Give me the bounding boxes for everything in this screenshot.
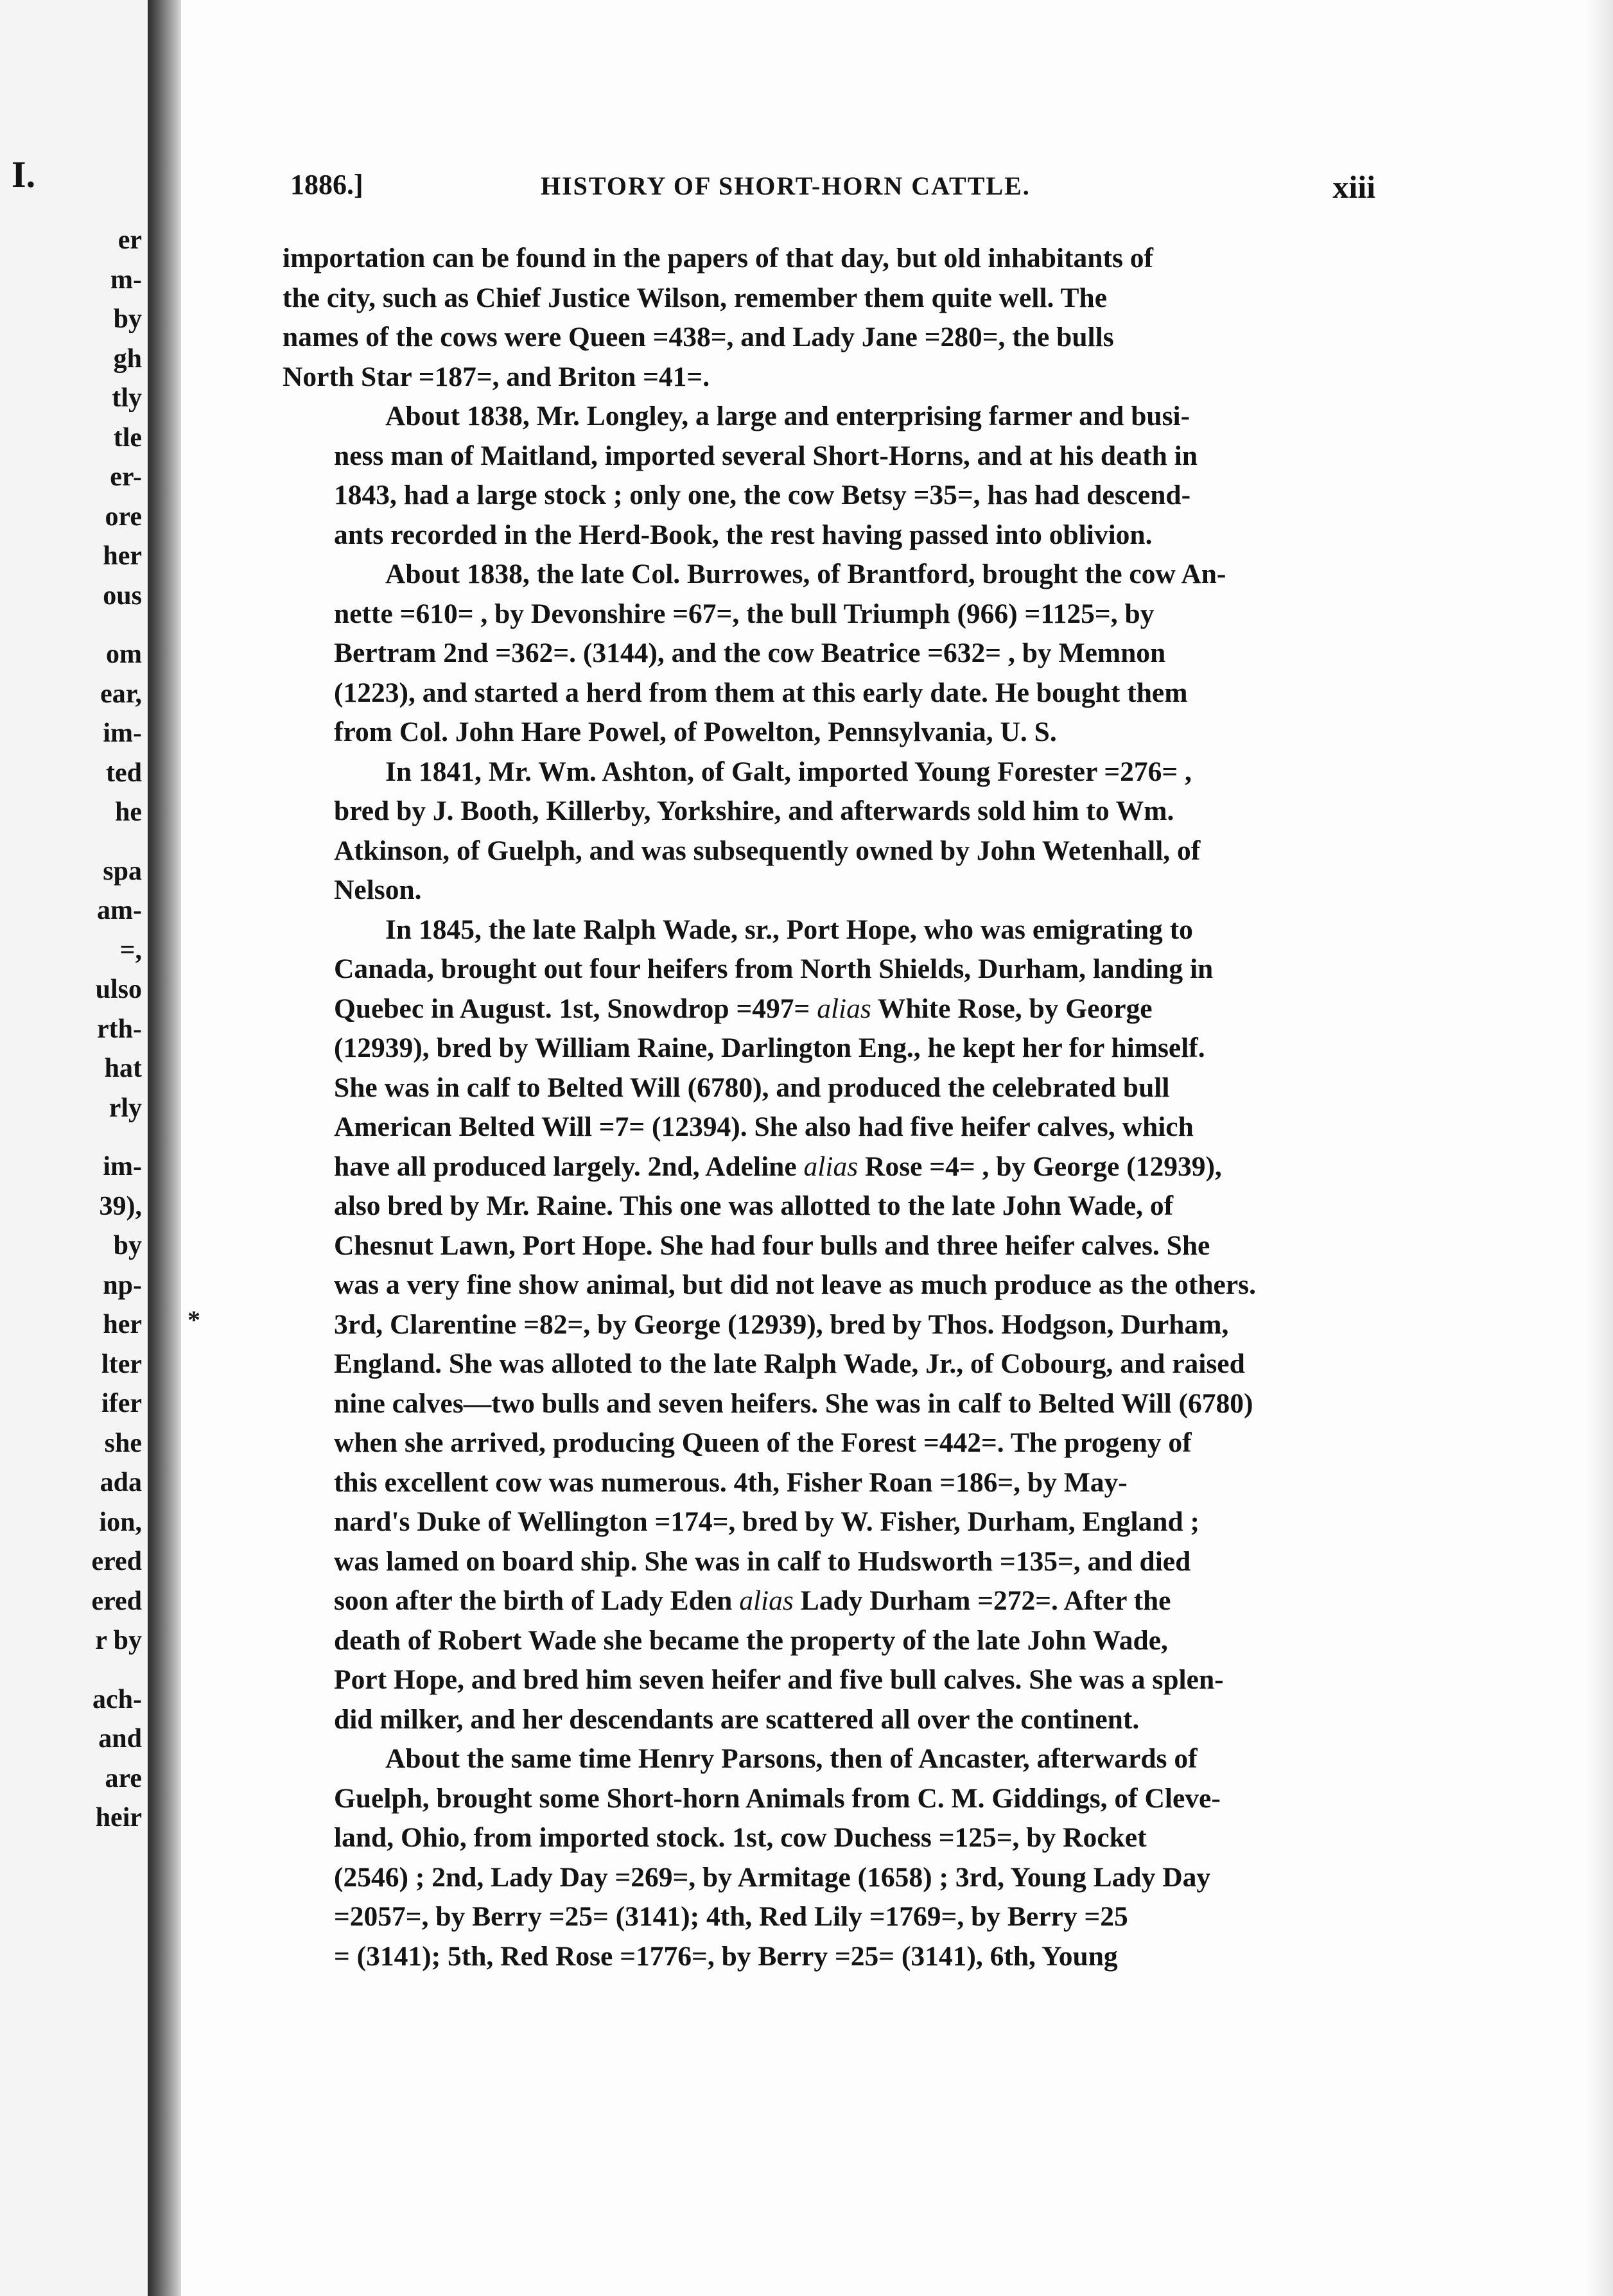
text-line: was a very fine show animal, but did not leave as much produce as the others. bbox=[334, 1269, 1256, 1300]
left-page-fragment: rth- bbox=[97, 1014, 142, 1044]
text-line: Port Hope, and bred him seven heifer and five bull calves. She was a splen- bbox=[334, 1664, 1224, 1695]
left-page-fragment: by bbox=[113, 1231, 142, 1260]
left-page-fragment: heir bbox=[95, 1803, 142, 1832]
text-line: In 1845, the late Ralph Wade, sr., Port Hope, who was emigrating to bbox=[385, 914, 1193, 945]
text-line: Nelson. bbox=[334, 874, 422, 905]
left-page-fragment: rly bbox=[109, 1093, 142, 1123]
left-page-fragment: lter bbox=[101, 1349, 142, 1379]
text-line: bred by J. Booth, Killerby, Yorkshire, and afterwards sold him to Wm. bbox=[334, 796, 1174, 826]
left-page-fragment: gh bbox=[113, 344, 142, 374]
running-header bbox=[290, 168, 1375, 213]
paragraph bbox=[283, 397, 1374, 555]
left-page-fragment: im- bbox=[103, 718, 142, 748]
left-page-fragment: he bbox=[115, 797, 142, 827]
left-page-fragment: er- bbox=[110, 462, 142, 492]
left-page-fragment: ach- bbox=[92, 1684, 142, 1714]
left-page-fragment: er bbox=[118, 225, 142, 255]
left-page-volume-mark: I. bbox=[12, 153, 36, 195]
text-line: American Belted Will =7= (12394). She also had five heifer calves, which bbox=[334, 1111, 1194, 1142]
text-line: 3rd, Clarentine =82=, by George (12939), bred by Thos. Hodgson, Durham, bbox=[334, 1309, 1229, 1340]
text-line: Canada, brought out four heifers from North Shields, Durham, landing in bbox=[334, 953, 1214, 984]
margin-mark: * bbox=[187, 1305, 200, 1334]
left-page-fragment: her bbox=[103, 541, 142, 571]
text-line: Chesnut Lawn, Port Hope. She had four bulls and three heifer calves. She bbox=[334, 1230, 1210, 1261]
text-line: North Star =187=, and Briton =41=. bbox=[283, 361, 710, 392]
text-line: was lamed on board ship. She was in calf to Hudsworth =135=, and died bbox=[334, 1545, 1191, 1577]
left-page-fragment: ear, bbox=[100, 679, 142, 709]
paragraph bbox=[283, 239, 1374, 397]
text-line: land, Ohio, from imported stock. 1st, cow Duchess =125=, by Rocket bbox=[334, 1822, 1147, 1853]
left-page-fragment: ion, bbox=[99, 1507, 142, 1537]
left-page-fragment: am- bbox=[97, 896, 142, 925]
text-line: = (3141); 5th, Red Rose =1776=, by Berry =25= (3141), 6th, Young bbox=[334, 1940, 1118, 1972]
header-page-number: xiii bbox=[1332, 169, 1375, 205]
left-page-fragment: om bbox=[106, 639, 142, 669]
text-line: nard's Duke of Wellington =174=, bred by W. Fisher, Durham, England ; bbox=[334, 1506, 1200, 1537]
text-line: names of the cows were Queen =438=, and Lady Jane =280=, the bulls bbox=[283, 322, 1114, 352]
left-page-fragment: ted bbox=[106, 758, 142, 788]
left-page-fragment: are bbox=[105, 1763, 142, 1793]
left-page-fragment: 39), bbox=[99, 1191, 142, 1221]
text-line: (1223), and started a herd from them at this early date. He bought them bbox=[334, 677, 1188, 708]
left-page-fragment: ered bbox=[91, 1586, 142, 1616]
page-edge-shadow bbox=[1586, 0, 1613, 2296]
text-line: have all produced largely. 2nd, Adeline alias Rose =4= , by George (12939), bbox=[334, 1151, 1222, 1182]
left-page-fragment: np- bbox=[103, 1270, 142, 1300]
left-page-fragment: tly bbox=[112, 383, 142, 413]
text-line: (12939), bred by William Raine, Darlington Eng., he kept her for himself. bbox=[334, 1032, 1205, 1063]
left-page-fragment: ifer bbox=[101, 1389, 142, 1418]
text-line: Guelph, brought some Short-horn Animals from C. M. Giddings, of Cleve- bbox=[334, 1782, 1221, 1814]
paragraph bbox=[283, 910, 1374, 1740]
left-page-fragment: and bbox=[98, 1724, 142, 1753]
text-line: ness man of Maitland, imported several Short-Horns, and at his death in bbox=[334, 440, 1198, 471]
text-line: About the same time Henry Parsons, then of Ancaster, afterwards of bbox=[385, 1743, 1198, 1774]
header-title: HISTORY OF SHORT-HORN CATTLE. bbox=[541, 171, 1031, 200]
text-line: =2057=, by Berry =25= (3141); 4th, Red Lily =1769=, by Berry =25 bbox=[334, 1901, 1128, 1932]
text-line: did milker, and her descendants are scattered all over the continent. bbox=[334, 1703, 1140, 1735]
text-line: when she arrived, producing Queen of the Forest =442=. The progeny of bbox=[334, 1427, 1192, 1458]
left-page-fragment: her bbox=[103, 1310, 142, 1339]
left-page-fragment: im- bbox=[103, 1152, 142, 1181]
text-line: Atkinson, of Guelph, and was subsequently owned by John Wetenhall, of bbox=[334, 835, 1201, 866]
text-line: Quebec in August. 1st, Snowdrop =497= alias White Rose, by George bbox=[334, 993, 1153, 1024]
text-line: About 1838, the late Col. Burrowes, of Brantford, brought the cow An- bbox=[385, 559, 1226, 589]
text-line: the city, such as Chief Justice Wilson, remember them quite well. The bbox=[283, 282, 1108, 313]
text-line: Bertram 2nd =362=. (3144), and the cow Beatrice =632= , by Memnon bbox=[334, 638, 1166, 668]
body-text bbox=[283, 239, 1374, 1976]
header-year: 1886.] bbox=[290, 169, 363, 200]
text-line: death of Robert Wade she became the property of the late John Wade, bbox=[334, 1624, 1168, 1656]
left-page-fragment: she bbox=[104, 1428, 142, 1458]
text-line: also bred by Mr. Raine. This one was allotted to the late John Wade, of bbox=[334, 1190, 1174, 1221]
text-line: this excellent cow was numerous. 4th, Fisher Roan =186=, by May- bbox=[334, 1466, 1128, 1498]
left-page-fragment: by bbox=[113, 304, 142, 334]
left-page-fragment: m- bbox=[110, 265, 142, 295]
left-page-fragment: tle bbox=[113, 422, 142, 453]
text-line: ants recorded in the Herd-Book, the rest having passed into oblivion. bbox=[334, 519, 1153, 550]
text-line: England. She was alloted to the late Ralph Wade, Jr., of Cobourg, and raised bbox=[334, 1348, 1245, 1379]
left-page-fragment: =, bbox=[119, 935, 142, 965]
left-page-fragment: ered bbox=[91, 1547, 142, 1576]
left-page-fragment: ada bbox=[100, 1468, 142, 1497]
left-page-fragment: hat bbox=[104, 1054, 142, 1083]
text-line: importation can be found in the papers of that day, but old inhabitants of bbox=[283, 243, 1153, 274]
paragraph bbox=[283, 555, 1374, 752]
left-page-fragment: spa bbox=[103, 856, 142, 886]
text-line: 1843, had a large stock ; only one, the cow Betsy =35=, has had descend- bbox=[334, 480, 1191, 510]
book-gutter bbox=[148, 0, 181, 2296]
left-facing-page bbox=[0, 0, 148, 2296]
paragraph bbox=[283, 752, 1374, 910]
text-line: She was in calf to Belted Will (6780), and produced the celebrated bull bbox=[334, 1072, 1170, 1103]
left-page-fragment: ous bbox=[103, 580, 142, 611]
text-line: soon after the birth of Lady Eden alias Lady Durham =272=. After the bbox=[334, 1585, 1171, 1616]
left-page-fragment: r by bbox=[95, 1626, 142, 1655]
left-page-fragment: ore bbox=[105, 501, 142, 532]
left-page-fragment: ulso bbox=[95, 975, 142, 1004]
text-line: (2546) ; 2nd, Lady Day =269=, by Armitage (1658) ; 3rd, Young Lady Day bbox=[334, 1861, 1211, 1893]
text-line: from Col. John Hare Powel, of Powelton, Pennsylvania, U. S. bbox=[334, 717, 1057, 747]
paragraph bbox=[283, 1739, 1374, 1976]
text-line: About 1838, Mr. Longley, a large and enterprising farmer and busi- bbox=[385, 401, 1190, 431]
text-line: nette =610= , by Devonshire =67=, the bull Triumph (966) =1125=, by bbox=[334, 598, 1155, 629]
text-line: In 1841, Mr. Wm. Ashton, of Galt, imported Young Forester =276= , bbox=[385, 756, 1192, 787]
text-line: nine calves—two bulls and seven heifers. She was in calf to Belted Will (6780) bbox=[334, 1387, 1253, 1419]
